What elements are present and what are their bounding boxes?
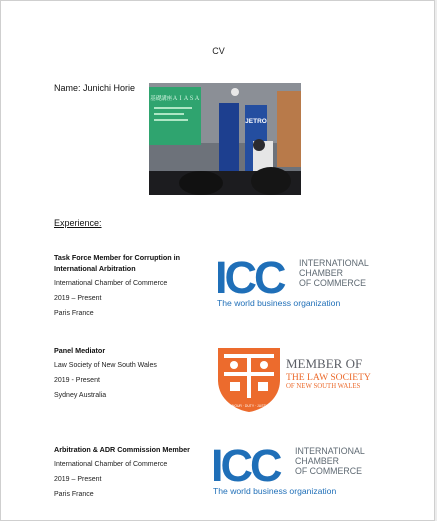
entry-place: Sydney Australia	[54, 392, 107, 399]
experience-entry	[54, 252, 204, 317]
entry-organization: International Chamber of Commerce	[54, 280, 168, 287]
profile-photo	[149, 83, 301, 195]
icc-mark: ICC	[211, 440, 280, 491]
document-title: CV	[212, 46, 225, 56]
entry-organization: International Chamber of Commerce	[54, 461, 168, 468]
entry-period: 2019 - Present	[54, 377, 100, 384]
icc-line-1: INTERNATIONAL	[295, 446, 365, 456]
name-line: Name: Junichi Horie	[54, 83, 136, 93]
icc-line-2: CHAMBER	[299, 268, 343, 278]
entry-organization: Law Society of New South Wales	[54, 362, 157, 369]
experience-entry	[54, 345, 204, 399]
law-society-line-3: OF NEW SOUTH WALES	[286, 383, 361, 390]
photo-screen-title: 基礎講座ＡＩＡＳＡ	[150, 96, 200, 102]
law-society-logo	[216, 344, 380, 412]
icc-line-3: OF COMMERCE	[295, 466, 362, 476]
entry-period: 2019 – Present	[54, 476, 102, 483]
photo-banner-text: JETRO	[245, 118, 267, 125]
icc-line-3: OF COMMERCE	[299, 278, 366, 288]
icc-line-1: INTERNATIONAL	[299, 258, 369, 268]
law-society-seal-motto: HONOUR · DUTY · JUSTICE	[226, 404, 272, 408]
entry-place: Paris France	[54, 310, 94, 317]
icc-logo	[211, 440, 383, 498]
law-society-line-2: THE LAW SOCIETY	[286, 372, 371, 383]
entry-place: Paris France	[54, 491, 94, 498]
icc-mark: ICC	[215, 252, 284, 303]
law-society-line-1: MEMBER OF	[286, 356, 363, 371]
entry-role: Arbitration & ADR Commission Member	[54, 445, 190, 454]
entry-role: Task Force Member for Corruption in International Arbitration	[54, 253, 181, 273]
icc-tagline: The world business organization	[217, 298, 341, 308]
icc-tagline: The world business organization	[213, 486, 337, 496]
experience-entry	[54, 444, 224, 498]
entry-role: Panel Mediator	[54, 346, 106, 355]
icc-line-2: CHAMBER	[295, 456, 339, 466]
experience-heading: Experience:	[54, 218, 102, 228]
icc-logo	[215, 252, 387, 310]
entry-period: 2019 – Present	[54, 295, 102, 302]
